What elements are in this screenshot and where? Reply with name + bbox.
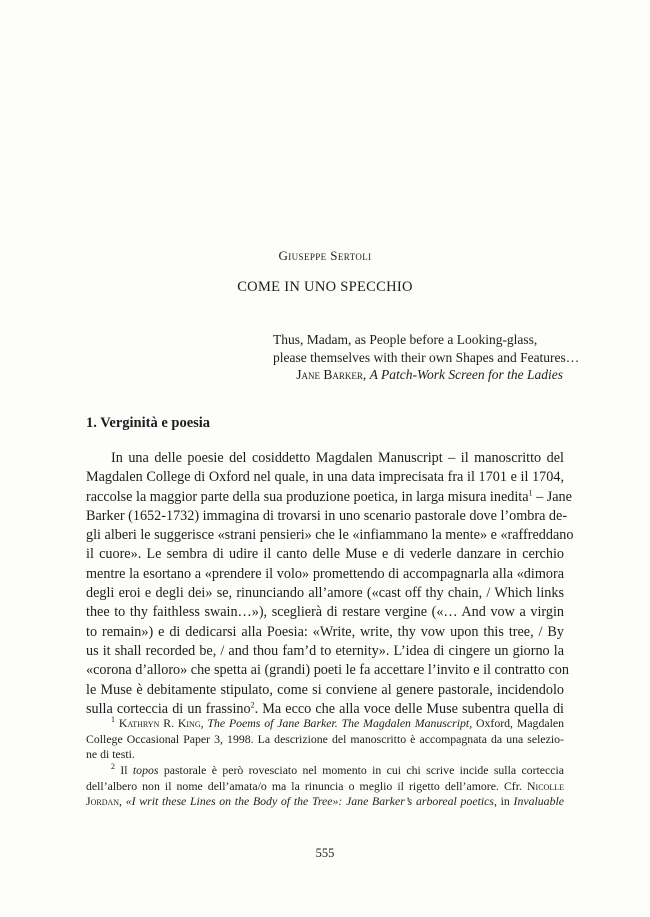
epigraph-source-work: A Patch-Work Screen for the Ladies <box>369 367 563 382</box>
footnote-author: Nicolle <box>527 778 564 793</box>
footnote-line <box>86 794 564 810</box>
footnotes <box>86 716 564 810</box>
section-heading: 1. Verginità e poesia <box>86 415 211 431</box>
body-line: gli alberi le suggerisce «strani pensieri» che le «infiammano la mente» e «raffreddano <box>86 527 574 544</box>
footnote-separator: , <box>119 794 126 809</box>
body-line <box>86 487 572 507</box>
footnote-author: Kathryn R. King <box>118 716 201 730</box>
body-line: Magdalen College di Oxford nel quale, in una data imprecisata fra il 1701 e il 1704, <box>86 469 564 486</box>
footnote-line: College Occasional Paper 3, 1998. La descrizione del manoscritto è accompagnata da una selezio- <box>86 731 564 746</box>
footnote-text: dell’albero non il nome dell’amata/o ma la rinuncia o meglio il rigetto dell’amore. Cfr. <box>86 778 528 793</box>
body-line: mentre la esortano a «prendere il volo» promettendo di accompagnarla alla «dimora <box>86 565 564 582</box>
body-line: us it shall recorded be, / and thou fam’d to eternity». L’idea di cingere un giorno la <box>86 642 564 659</box>
page-number: 555 <box>315 846 335 860</box>
footnote-ref: 2 <box>250 700 255 710</box>
epigraph-source-author: Jane Barker <box>296 367 363 382</box>
epigraph-line: Thus, Madam, as People before a Looking-glass, <box>273 332 538 347</box>
footnote-term: topos <box>132 763 159 778</box>
footnote-line <box>86 716 564 732</box>
footnote-separator: , <box>200 716 208 730</box>
epigraph-source <box>273 366 563 384</box>
footnote-work-title: Invaluable <box>513 794 564 809</box>
body-line-text: – Jane <box>532 488 572 505</box>
body-line: thee to thy faithless swain…»), sceglierà di restare vergine («… And vow a virgin <box>86 604 564 621</box>
body-line-text: . Ma ecco che alla voce delle Muse subentra quella di <box>254 700 564 717</box>
footnote-text: Il <box>115 763 133 778</box>
footnote-marker: 1 <box>111 715 115 725</box>
footnote-work-title: The Poems of Jane Barker. The Magdalen Manuscript <box>207 716 470 730</box>
footnote-text: pastorale è però rovesciato nel momento in cui chi scrive incide sulla corteccia <box>158 763 565 778</box>
footnote-line <box>86 763 564 779</box>
footnote-work-title: «I writ these Lines on the Body of the Tree»: Jane Barker’s arboreal poetics <box>125 794 494 809</box>
body-line: le Muse è debitamente stipulato, come si conviene al genere pastorale, incidendolo <box>86 681 564 698</box>
footnote-ref: 1 <box>528 487 533 497</box>
body-line-text: sulla corteccia di un frassino <box>86 700 251 717</box>
footnote-text: , Oxford, Magdalen <box>469 716 565 730</box>
epigraph-source-separator: , <box>362 367 370 382</box>
epigraph <box>273 331 580 384</box>
body-line: Barker (1652-1732) immagina di trovarsi in uno scenario pastorale dove l’ombra de- <box>86 507 568 524</box>
article-title: COME IN UNO SPECCHIO <box>237 279 413 295</box>
article-author: Giuseppe Sertoli <box>278 248 372 263</box>
footnote-line: ne di testi. <box>86 747 135 762</box>
body-paragraph <box>86 449 574 719</box>
body-line: to remain») e di dedicarsi alla Poesia: «Write, write, thy vow upon this tree, / By <box>86 623 564 640</box>
footnote-line <box>86 779 564 795</box>
epigraph-line: please themselves with their own Shapes and Features… <box>273 349 580 365</box>
footnote-marker: 2 <box>111 762 115 772</box>
body-line: «corona d’alloro» che spetta ai (grandi) poeti le fa accettare l’invito e il contratto con <box>86 662 569 679</box>
body-line-text: raccolse la maggior parte della sua produzione poetica, in larga misura inedita <box>86 488 529 505</box>
body-line: degli eroi e degli dei» se, rinunciando all’amore («cast off thy chain, / Which links <box>86 585 564 602</box>
body-line: il cuore». Le sembra di udire il canto delle Muse e di vederle danzare in cerchio <box>86 546 564 563</box>
footnote-author: Jordan <box>86 794 120 809</box>
footnote-text: , in <box>493 794 514 809</box>
body-line: In una delle poesie del cosiddetto Magdalen Manuscript – il manoscritto del <box>111 450 564 466</box>
